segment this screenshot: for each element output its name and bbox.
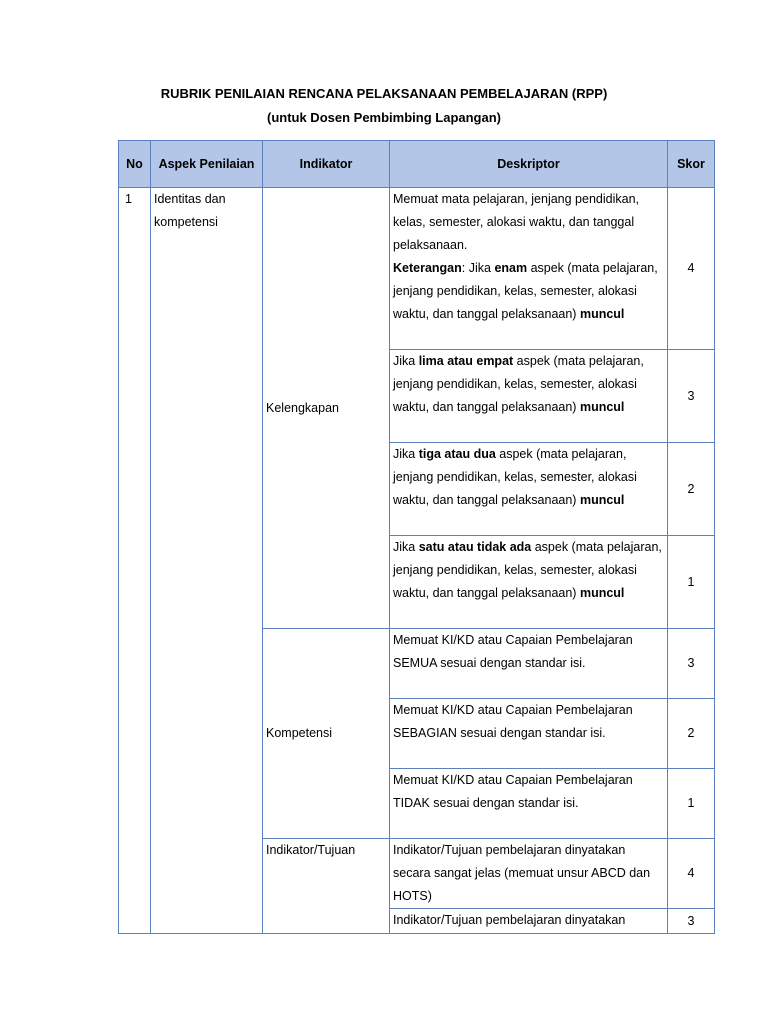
header-deskriptor: Deskriptor bbox=[390, 141, 668, 188]
header-aspek: Aspek Penilaian bbox=[151, 141, 263, 188]
descriptor-cell bbox=[390, 443, 668, 536]
indicator-kelengkapan: Kelengkapan bbox=[263, 188, 390, 629]
descriptor-cell: Memuat KI/KD atau Capaian Pembelajaran SEMUA sesuai dengan standar isi. bbox=[390, 629, 668, 699]
descriptor-bold: Keterangan bbox=[393, 261, 462, 275]
descriptor-text: Jika bbox=[393, 354, 419, 368]
header-skor: Skor bbox=[668, 141, 715, 188]
header-no: No bbox=[119, 141, 151, 188]
descriptor-bold: muncul bbox=[579, 493, 625, 507]
score-cell: 1 bbox=[668, 536, 715, 629]
score-cell: 3 bbox=[668, 350, 715, 443]
descriptor-text: aspek (mata pelajaran, jenjang pendidikan, kelas, semester, alokasi waktu, dan tanggal pelaksanaan) bbox=[393, 354, 644, 414]
descriptor-bold: muncul bbox=[579, 307, 625, 321]
descriptor-text: Jika bbox=[393, 447, 419, 461]
descriptor-bold: lima atau empat bbox=[418, 354, 514, 368]
row-number: 1 bbox=[119, 188, 151, 934]
descriptor-cell: Memuat KI/KD atau Capaian Pembelajaran TIDAK sesuai dengan standar isi. bbox=[390, 769, 668, 839]
descriptor-cell bbox=[390, 188, 668, 350]
descriptor-text: aspek (mata pelajaran, jenjang pendidikan, kelas, semester, alokasi waktu, dan tanggal pelaksanaan) bbox=[393, 447, 637, 507]
table-row bbox=[119, 188, 715, 350]
descriptor-cell: Indikator/Tujuan pembelajaran dinyatakan secara sangat jelas (memuat unsur ABCD dan HOTS) bbox=[390, 839, 668, 909]
descriptor-cell: Indikator/Tujuan pembelajaran dinyatakan bbox=[390, 909, 668, 934]
descriptor-cell bbox=[390, 350, 668, 443]
descriptor-text: aspek (mata pelajaran, jenjang pendidikan, kelas, semester, alokasi waktu, dan tanggal pelaksanaan) bbox=[393, 261, 658, 321]
aspect-name: Identitas dan kompetensi bbox=[151, 188, 263, 934]
descriptor-bold: satu atau tidak ada bbox=[418, 540, 532, 554]
descriptor-cell bbox=[390, 536, 668, 629]
indicator-kompetensi: Kompetensi bbox=[263, 629, 390, 839]
rubric-table bbox=[118, 140, 715, 934]
indicator-tujuan: Indikator/Tujuan bbox=[263, 839, 390, 934]
descriptor-text: Jika bbox=[393, 540, 419, 554]
descriptor-bold: muncul bbox=[579, 586, 625, 600]
header-indikator: Indikator bbox=[263, 141, 390, 188]
descriptor-bold: enam bbox=[494, 261, 528, 275]
score-cell: 2 bbox=[668, 699, 715, 769]
score-cell: 2 bbox=[668, 443, 715, 536]
score-cell: 1 bbox=[668, 769, 715, 839]
table-header-row bbox=[119, 141, 715, 188]
score-cell: 4 bbox=[668, 839, 715, 909]
descriptor-bold: muncul bbox=[579, 400, 625, 414]
score-cell: 3 bbox=[668, 909, 715, 934]
score-cell: 4 bbox=[668, 188, 715, 350]
descriptor-text: : Jika bbox=[461, 261, 495, 275]
descriptor-cell: Memuat KI/KD atau Capaian Pembelajaran SEBAGIAN sesuai dengan standar isi. bbox=[390, 699, 668, 769]
descriptor-text: aspek (mata pelajaran, jenjang pendidikan, kelas, semester, alokasi waktu, dan tanggal pelaksanaan) bbox=[393, 540, 662, 600]
descriptor-bold: tiga atau dua bbox=[418, 447, 496, 461]
descriptor-text: Memuat mata pelajaran, jenjang pendidikan, kelas, semester, alokasi waktu, dan tanggal pelaksanaan. bbox=[393, 192, 639, 252]
document-subtitle: (untuk Dosen Pembimbing Lapangan) bbox=[266, 110, 501, 125]
score-cell: 3 bbox=[668, 629, 715, 699]
document-title: RUBRIK PENILAIAN RENCANA PELAKSANAAN PEMBELAJARAN (RPP) bbox=[160, 86, 608, 101]
